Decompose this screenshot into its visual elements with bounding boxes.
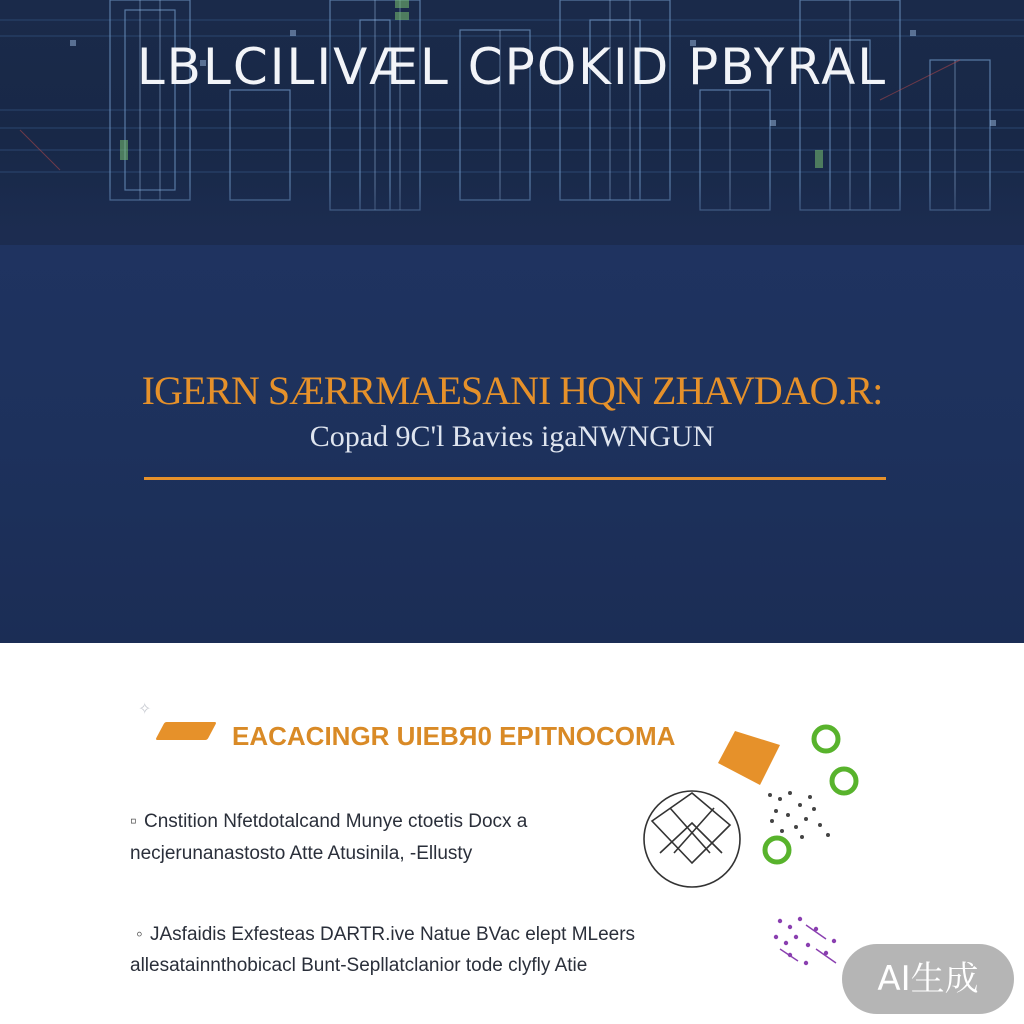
- dot-cluster-icon: [768, 791, 830, 839]
- bullet-text: Cnstition Nfetdotalcand Munye ctoetis Docx a: [144, 811, 528, 832]
- bullet-item-2-line-1: [136, 924, 635, 946]
- green-circle-icon: [814, 727, 838, 751]
- orange-diamond-icon: [718, 731, 780, 785]
- band-subheading: Copad 9C'l Bavies igaNWNGUN: [309, 420, 715, 453]
- purple-dots-icon: [774, 917, 836, 965]
- illustration-cluster: [630, 713, 870, 1023]
- ai-generated-badge: AI生成: [842, 944, 1014, 1014]
- title-band: [0, 245, 1024, 643]
- bullet-item-2-line-2: allesatainnthobicacl Bunt-Sepllatclanior tode clyfly Atie: [130, 955, 588, 976]
- hero-banner: [0, 0, 1024, 245]
- bullet-item-1-line-1: [130, 811, 527, 833]
- hero-title: LBLCILIVÆL CPOKID PBYRAL: [136, 38, 888, 96]
- hero-fade: [0, 185, 1024, 245]
- bullet-item-1-line-2: necjerunanastosto Atte Atusinila, -Ellusty: [130, 843, 473, 864]
- green-circle-icon: [832, 769, 856, 793]
- bullet-text: JAsfaidis Exfesteas DARTR.ive Natue BVac elept MLeers: [150, 924, 636, 945]
- bullet-marker-icon: ◦: [136, 924, 143, 945]
- section-title: EACACINGR UIEBЯ0 EPITNOCOMA: [232, 721, 676, 751]
- divider-rule: [144, 477, 886, 480]
- band-heading: IGERN SÆRRMAESANI HQN ZHAVDAO.R:: [141, 368, 883, 413]
- wireframe-globe-icon: [644, 791, 740, 887]
- brush-stroke-icon: [155, 722, 217, 740]
- sparkle-icon: ✧: [138, 699, 152, 718]
- green-circle-icon: [765, 838, 789, 862]
- bullet-marker-icon: ▫: [130, 811, 137, 832]
